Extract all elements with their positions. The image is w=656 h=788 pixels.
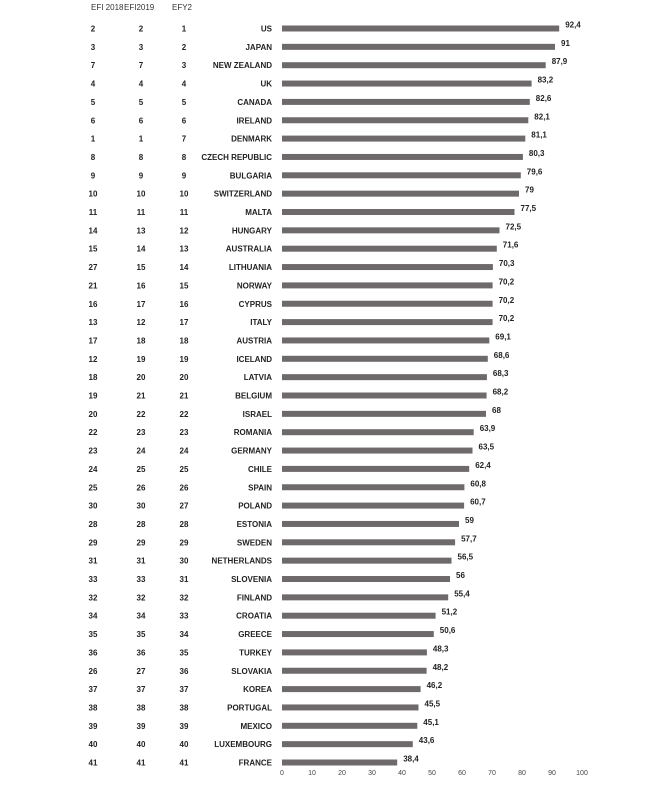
country-label: ISRAEL <box>242 409 272 419</box>
rank-value: 21 <box>136 391 146 401</box>
rank-value: 29 <box>179 538 189 548</box>
bar <box>282 558 452 564</box>
country-label: AUSTRALIA <box>225 244 272 254</box>
country-label: CANADA <box>237 97 272 107</box>
rank-value: 13 <box>179 244 189 254</box>
bar <box>282 668 427 674</box>
bar <box>282 117 528 123</box>
rank-value: 20 <box>136 373 146 383</box>
rank-value: 17 <box>179 318 189 328</box>
country-label: SWEDEN <box>236 538 272 548</box>
rank-value: 27 <box>88 263 98 273</box>
rank-value: 34 <box>179 630 189 640</box>
data-label: 68,2 <box>492 387 509 397</box>
data-label: 92,4 <box>565 20 581 30</box>
rank-value: 25 <box>136 464 146 474</box>
country-label: ROMANIA <box>233 428 272 438</box>
rank-value: 38 <box>136 703 146 713</box>
rank-value: 30 <box>179 556 189 566</box>
rank-value: 6 <box>138 116 144 126</box>
data-label: 79,6 <box>526 167 543 177</box>
bar <box>282 44 555 50</box>
rank-value: 13 <box>88 318 98 328</box>
data-label: 48,3 <box>432 644 449 654</box>
data-label: 70,3 <box>498 259 515 269</box>
bar <box>282 26 559 32</box>
rank-value: 16 <box>136 281 146 291</box>
rank-value: 22 <box>179 409 189 419</box>
rank-value: 28 <box>136 519 146 529</box>
country-label: FINLAND <box>236 593 272 603</box>
rank-value: 29 <box>88 538 98 548</box>
x-tick-label: 0 <box>280 770 284 777</box>
rank-value: 31 <box>88 556 98 566</box>
bar <box>282 301 493 307</box>
rank-value: 7 <box>181 134 187 144</box>
bar <box>282 393 487 399</box>
rank-value: 8 <box>181 152 187 162</box>
rank-value: 23 <box>136 428 146 438</box>
x-tick-label: 60 <box>458 770 466 777</box>
rank-value: 11 <box>179 208 189 217</box>
rank-value: 4 <box>90 79 96 89</box>
bar <box>282 172 521 178</box>
bar <box>282 62 546 68</box>
rank-value: 41 <box>136 758 146 768</box>
rank-value: 8 <box>90 152 96 162</box>
data-label: 72,5 <box>505 222 522 232</box>
bar <box>282 282 493 288</box>
data-label: 56 <box>456 571 465 580</box>
country-label: US <box>260 24 272 34</box>
bar <box>282 374 487 380</box>
rank-value: 19 <box>136 354 146 364</box>
rank-value: 15 <box>136 263 146 273</box>
rank-value: 30 <box>136 501 146 511</box>
rank-value: 32 <box>88 593 98 603</box>
rank-value: 15 <box>179 281 189 291</box>
rank-header-efi-2018: EFI 2018 <box>91 3 124 12</box>
rank-value: 3 <box>181 61 187 71</box>
country-label: ESTONIA <box>236 519 272 529</box>
rank-value: 5 <box>138 97 144 107</box>
country-label: SLOVAKIA <box>231 666 272 676</box>
data-label: 81,1 <box>531 130 547 140</box>
rank-value: 7 <box>138 61 144 71</box>
rank-value: 36 <box>88 648 98 658</box>
rank-value: 38 <box>179 703 189 713</box>
rank-value: 41 <box>88 758 98 768</box>
rank-value: 39 <box>136 721 146 731</box>
bar <box>282 136 525 142</box>
rank-value: 35 <box>179 648 189 658</box>
rank-value: 28 <box>179 519 189 529</box>
rank-value: 11 <box>88 208 98 217</box>
bar <box>282 356 488 362</box>
bar <box>282 760 397 766</box>
rank-value: 18 <box>136 336 146 346</box>
rank-value: 39 <box>179 721 189 731</box>
data-label: 91 <box>561 38 570 48</box>
rank-value: 16 <box>179 299 189 309</box>
rank-value: 24 <box>136 446 146 456</box>
bar <box>282 337 489 343</box>
country-label: JAPAN <box>245 42 272 52</box>
rank-value: 41 <box>179 758 189 768</box>
country-label: GREECE <box>238 630 272 640</box>
data-label: 82,1 <box>534 112 550 122</box>
rank-value: 12 <box>88 354 98 364</box>
country-label: HUNGARY <box>231 226 272 236</box>
bar <box>282 246 497 252</box>
x-tick-label: 100 <box>576 770 588 777</box>
country-label: ICELAND <box>236 354 272 364</box>
rank-value: 15 <box>88 244 98 254</box>
country-label: CYPRUS <box>238 299 272 309</box>
rank-value: 23 <box>179 428 189 438</box>
data-label: 63,9 <box>479 424 496 434</box>
x-tick-label: 80 <box>518 770 526 777</box>
rank-value: 26 <box>179 483 189 493</box>
rank-value: 34 <box>136 611 146 621</box>
rank-value: 9 <box>181 171 187 181</box>
rank-value: 17 <box>88 336 98 346</box>
rank-value: 4 <box>181 79 187 89</box>
rank-value: 3 <box>90 42 96 52</box>
rank-value: 20 <box>179 373 189 383</box>
country-label: DENMARK <box>231 134 272 144</box>
country-label: NETHERLANDS <box>211 556 272 566</box>
rank-value: 25 <box>179 464 189 474</box>
x-tick-label: 20 <box>338 770 346 777</box>
bar <box>282 429 474 435</box>
rank-value: 32 <box>136 593 146 603</box>
data-label: 56,5 <box>457 552 474 562</box>
data-label: 79 <box>525 185 534 195</box>
country-label: MALTA <box>245 208 272 217</box>
country-label: BULGARIA <box>229 171 272 181</box>
country-label: BELGIUM <box>235 391 272 401</box>
data-label: 46,2 <box>426 681 443 691</box>
rank-value: 22 <box>136 409 146 419</box>
data-label: 87,9 <box>551 57 568 67</box>
data-label: 60,8 <box>470 479 486 489</box>
country-label: IRELAND <box>236 116 272 126</box>
rank-value: 25 <box>88 483 98 493</box>
rank-value: 40 <box>136 740 146 750</box>
data-label: 50,6 <box>439 626 456 636</box>
rank-value: 37 <box>88 685 98 695</box>
data-label: 45,5 <box>424 699 441 709</box>
data-label: 80,3 <box>528 148 545 158</box>
rank-value: 23 <box>88 446 98 456</box>
rank-value: 1 <box>138 134 144 144</box>
rank-value: 18 <box>179 336 189 346</box>
bar <box>282 521 459 527</box>
rank-value: 10 <box>179 189 189 199</box>
bar <box>282 741 413 747</box>
bar <box>282 613 436 619</box>
country-label: LITHUANIA <box>228 263 272 273</box>
data-label: 69,1 <box>495 332 511 342</box>
rank-value: 26 <box>88 666 98 676</box>
rank-value: 6 <box>181 116 187 126</box>
data-label: 51,2 <box>441 607 458 617</box>
country-label: SPAIN <box>248 483 272 493</box>
bar <box>282 503 464 509</box>
rank-value: 40 <box>88 740 98 750</box>
rank-value: 27 <box>179 501 189 511</box>
country-label: NORWAY <box>236 281 272 291</box>
country-label: TURKEY <box>239 648 272 658</box>
rank-value: 12 <box>136 318 146 328</box>
country-label: PORTUGAL <box>227 703 272 713</box>
data-label: 60,7 <box>470 497 486 507</box>
rank-value: 40 <box>179 740 189 750</box>
data-label: 43,6 <box>418 736 435 746</box>
bar <box>282 99 530 105</box>
rank-value: 10 <box>136 189 146 199</box>
data-label: 70,2 <box>498 314 515 324</box>
rank-value: 14 <box>88 226 98 236</box>
data-label: 48,2 <box>432 662 449 672</box>
bar <box>282 723 417 729</box>
rank-value: 3 <box>138 42 144 52</box>
bar <box>282 686 421 692</box>
data-label: 70,2 <box>498 295 515 305</box>
rank-value: 33 <box>179 611 189 621</box>
rank-value: 8 <box>138 152 144 162</box>
data-label: 68,6 <box>493 350 510 360</box>
rank-value: 37 <box>179 685 189 695</box>
rank-value: 11 <box>136 208 146 217</box>
rank-value: 2 <box>90 24 96 34</box>
rank-value: 6 <box>90 116 96 126</box>
bar <box>282 576 450 582</box>
bar <box>282 191 519 197</box>
country-label: UK <box>260 79 272 89</box>
country-label: LUXEMBOURG <box>214 740 272 750</box>
country-label: LATVIA <box>243 373 272 383</box>
bar <box>282 466 469 472</box>
rank-header-efi-2019: EFI2019 <box>124 3 155 12</box>
rank-value: 39 <box>88 721 98 731</box>
x-tick-label: 10 <box>308 770 316 777</box>
rank-value: 35 <box>88 630 98 640</box>
country-label: GERMANY <box>231 446 272 456</box>
country-label: ITALY <box>250 318 272 328</box>
data-label: 71,6 <box>502 240 519 250</box>
rank-value: 21 <box>88 281 98 291</box>
rank-value: 12 <box>179 226 189 236</box>
data-label: 63,5 <box>478 442 495 452</box>
bar <box>282 319 493 325</box>
rank-value: 9 <box>90 171 96 181</box>
data-label: 82,6 <box>535 93 552 103</box>
bar <box>282 448 473 454</box>
data-label: 38,4 <box>403 754 419 764</box>
rank-value: 9 <box>138 171 144 181</box>
bar <box>282 154 523 160</box>
x-tick-label: 30 <box>368 770 376 777</box>
x-tick-label: 90 <box>548 770 556 777</box>
rank-value: 24 <box>88 464 98 474</box>
rank-value: 35 <box>136 630 146 640</box>
rank-value: 19 <box>179 354 189 364</box>
rank-value: 24 <box>179 446 189 456</box>
rank-value: 1 <box>90 134 96 144</box>
rank-value: 14 <box>136 244 146 254</box>
country-label: CZECH REPUBLIC <box>201 152 272 162</box>
rank-value: 17 <box>136 299 146 309</box>
rank-value: 18 <box>88 373 98 383</box>
bar <box>282 539 455 545</box>
rank-value: 1 <box>181 24 187 34</box>
rank-value: 36 <box>179 666 189 676</box>
rank-value: 26 <box>136 483 146 493</box>
rank-value: 19 <box>88 391 98 401</box>
rank-header-efy: EFY2 <box>172 3 193 12</box>
bar <box>282 264 493 270</box>
country-label: NEW ZEALAND <box>212 61 272 71</box>
rank-value: 31 <box>136 556 146 566</box>
rank-value: 33 <box>88 575 98 584</box>
rank-value: 2 <box>181 42 187 52</box>
x-tick-label: 50 <box>428 770 436 777</box>
bar <box>282 631 434 637</box>
bar <box>282 227 500 233</box>
rank-value: 37 <box>136 685 146 695</box>
rank-value: 16 <box>88 299 98 309</box>
rank-value: 30 <box>88 501 98 511</box>
rank-value: 22 <box>88 428 98 438</box>
rank-value: 38 <box>88 703 98 713</box>
rank-value: 31 <box>179 575 189 584</box>
data-label: 83,2 <box>537 75 554 85</box>
bar <box>282 649 427 655</box>
x-tick-label: 70 <box>488 770 496 777</box>
bar <box>282 411 486 417</box>
data-label: 68,3 <box>492 369 509 379</box>
rank-value: 2 <box>138 24 144 34</box>
data-label: 59 <box>465 515 474 525</box>
bar <box>282 704 419 710</box>
rank-value: 32 <box>179 593 189 603</box>
rank-value: 5 <box>181 97 187 107</box>
rank-value: 27 <box>136 666 146 676</box>
rank-value: 13 <box>136 226 146 236</box>
country-label: AUSTRIA <box>236 336 272 346</box>
data-label: 57,7 <box>461 534 477 544</box>
bar <box>282 594 448 600</box>
rank-value: 29 <box>136 538 146 548</box>
data-label: 70,2 <box>498 277 515 287</box>
x-tick-label: 40 <box>398 770 406 777</box>
rank-value: 7 <box>90 61 96 71</box>
rank-value: 10 <box>88 189 98 199</box>
rank-value: 4 <box>138 79 144 89</box>
rank-value: 20 <box>88 409 98 419</box>
country-label: CROATIA <box>236 611 272 621</box>
country-label: SWITZERLAND <box>213 189 272 199</box>
rank-value: 5 <box>90 97 96 107</box>
country-label: CHILE <box>248 464 272 474</box>
rank-value: 36 <box>136 648 146 658</box>
data-label: 77,5 <box>520 204 537 213</box>
rank-value: 14 <box>179 263 189 273</box>
country-label: KOREA <box>243 685 272 695</box>
data-label: 45,1 <box>423 717 439 727</box>
country-label: MEXICO <box>240 721 272 731</box>
bar <box>282 209 515 215</box>
rank-value: 28 <box>88 519 98 529</box>
data-label: 62,4 <box>475 460 491 470</box>
rank-value: 33 <box>136 575 146 584</box>
rank-value: 21 <box>179 391 189 401</box>
rank-value: 34 <box>88 611 98 621</box>
country-label: FRANCE <box>238 758 272 768</box>
country-label: SLOVENIA <box>231 575 272 584</box>
country-label: POLAND <box>238 501 272 511</box>
bar <box>282 484 464 490</box>
bar <box>282 81 532 87</box>
data-label: 68 <box>492 405 501 415</box>
data-label: 55,4 <box>454 589 470 599</box>
